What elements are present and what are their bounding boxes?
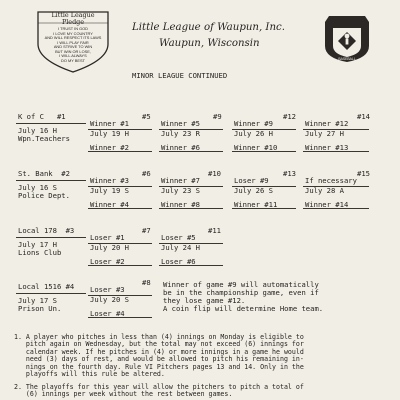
bracket-slot: Loser #6 — [161, 257, 196, 266]
bracket-team: Prison Un. — [18, 304, 62, 313]
bracket-date: July 26 S — [234, 186, 273, 195]
bracket-slot: Winner #14 — [305, 200, 349, 209]
bracket-slot: Winner #1 — [90, 119, 129, 128]
document-subtitle: MINOR LEAGUE CONTINUED — [132, 71, 228, 80]
bracket-slot: Winner #11 — [234, 200, 278, 209]
bracket-slot: Winner #3 — [90, 176, 129, 185]
bracket-slot: Winner #2 — [90, 143, 129, 152]
bracket-slot: Winner #6 — [161, 143, 200, 152]
bracket-team: St. Bank #2 — [18, 169, 70, 178]
game-number: #10 — [208, 169, 221, 178]
game-number: #9 — [213, 112, 222, 121]
game-number: #8 — [142, 278, 151, 287]
bracket-slot: Loser #9 — [234, 176, 269, 185]
game-number: #15 — [357, 169, 370, 178]
bracket-slot: Loser #1 — [90, 233, 125, 242]
game-number: #12 — [283, 112, 296, 121]
bracket-date: July 17 S — [18, 296, 57, 305]
pledge-line: AND WILL RESPECT ITS LAWS — [44, 35, 102, 40]
pledge-line: I TRUST IN GOD — [58, 26, 88, 31]
pledge-line: I WILL ALWAYS — [59, 53, 87, 58]
game-number: #11 — [208, 226, 221, 235]
bracket-date: July 17 H — [18, 240, 57, 249]
pledge-subtitle: Pledge — [61, 18, 85, 26]
bracket-team: K of C #1 — [18, 112, 66, 121]
bracket-team: Local 178 #3 — [18, 226, 75, 235]
bracket-date: July 28 A — [305, 186, 344, 195]
bracket-date: July 27 H — [305, 129, 344, 138]
bracket-date: July 20 S — [90, 295, 129, 304]
bracket-slot: Winner #7 — [161, 176, 200, 185]
bracket-slot: Winner #13 — [305, 143, 349, 152]
pledge-line: AND STRIVE TO WIN — [53, 44, 93, 49]
bracket-slot: Winner #10 — [234, 143, 278, 152]
bracket-team: Police Dept. — [18, 191, 70, 200]
championship-note: Winner of game #9 will automatically be in the championship game, even if they lose game #12. A coin flip will determine Home team. — [163, 280, 324, 313]
pledge-line: BUT WIN OR LOSE, — [55, 48, 91, 54]
bracket-slot: Winner #5 — [161, 119, 200, 128]
bracket-team: Wpn.Teachers — [18, 134, 70, 143]
bracket-slot: Loser #5 — [161, 233, 196, 242]
bracket-slot: Winner #12 — [305, 119, 349, 128]
bracket-team: Local 1516 #4 — [18, 282, 75, 291]
pledge-line: I WILL PLAY FAIR — [57, 39, 89, 45]
rule-paragraph: 2. The playoffs for this year will allow the pitchers to pitch a total of (6) innings per week without the rest between games. — [14, 383, 304, 399]
bracket-date: July 16 H — [18, 126, 57, 135]
pledge-title: Little League — [51, 11, 95, 19]
game-number: #5 — [142, 112, 151, 121]
bracket-slot: Loser #2 — [90, 257, 125, 266]
bracket-slot: Loser #4 — [90, 309, 125, 318]
bracket-date: July 23 S — [161, 186, 200, 195]
document-title: Little League of Waupun, Inc. — [132, 22, 285, 33]
bracket-team: Lions Club — [18, 248, 62, 257]
game-number: #14 — [357, 112, 370, 121]
bracket-date: July 26 H — [234, 129, 273, 138]
bracket-date: July 19 S — [90, 186, 129, 195]
bracket-slot: If necessary — [305, 176, 357, 185]
bracket-slot: Winner #9 — [234, 119, 273, 128]
logo-text-top: LITTLE LEAGUE — [333, 11, 361, 15]
bracket-date: July 20 H — [90, 243, 129, 252]
bracket-slot: Winner #8 — [161, 200, 200, 209]
game-number: #6 — [142, 169, 151, 178]
bracket-date: July 19 H — [90, 129, 129, 138]
pledge-line: I LOVE MY COUNTRY — [53, 30, 93, 36]
bracket-date: July 24 H — [161, 243, 200, 252]
bracket-slot: Loser #3 — [90, 285, 125, 294]
bracket-slot: Winner #4 — [90, 200, 129, 209]
document-city: Waupun, Wisconsin — [159, 38, 260, 49]
game-number: #7 — [142, 226, 151, 235]
bracket-date: July 23 R — [161, 129, 200, 138]
pledge-line: DO MY BEST — [61, 57, 85, 63]
game-number: #13 — [283, 169, 296, 178]
bracket-date: July 16 S — [18, 183, 57, 192]
logo-text-bottom: BASEBALL — [338, 57, 356, 61]
rule-paragraph: 1. A player who pitches in less than (4) innings on Monday is eligible to pitch again on Wednesday, but the total may not exceed (6) innings for calendar week. If he pitches in (4) or more innings in a game he would need (3) days of rest, and would be allowed to pitch his remaining in- nings on the fourth day. Rule VI Pitchers pages 13 and 14. Only in the playoffs will this rule be altered. — [14, 333, 304, 379]
